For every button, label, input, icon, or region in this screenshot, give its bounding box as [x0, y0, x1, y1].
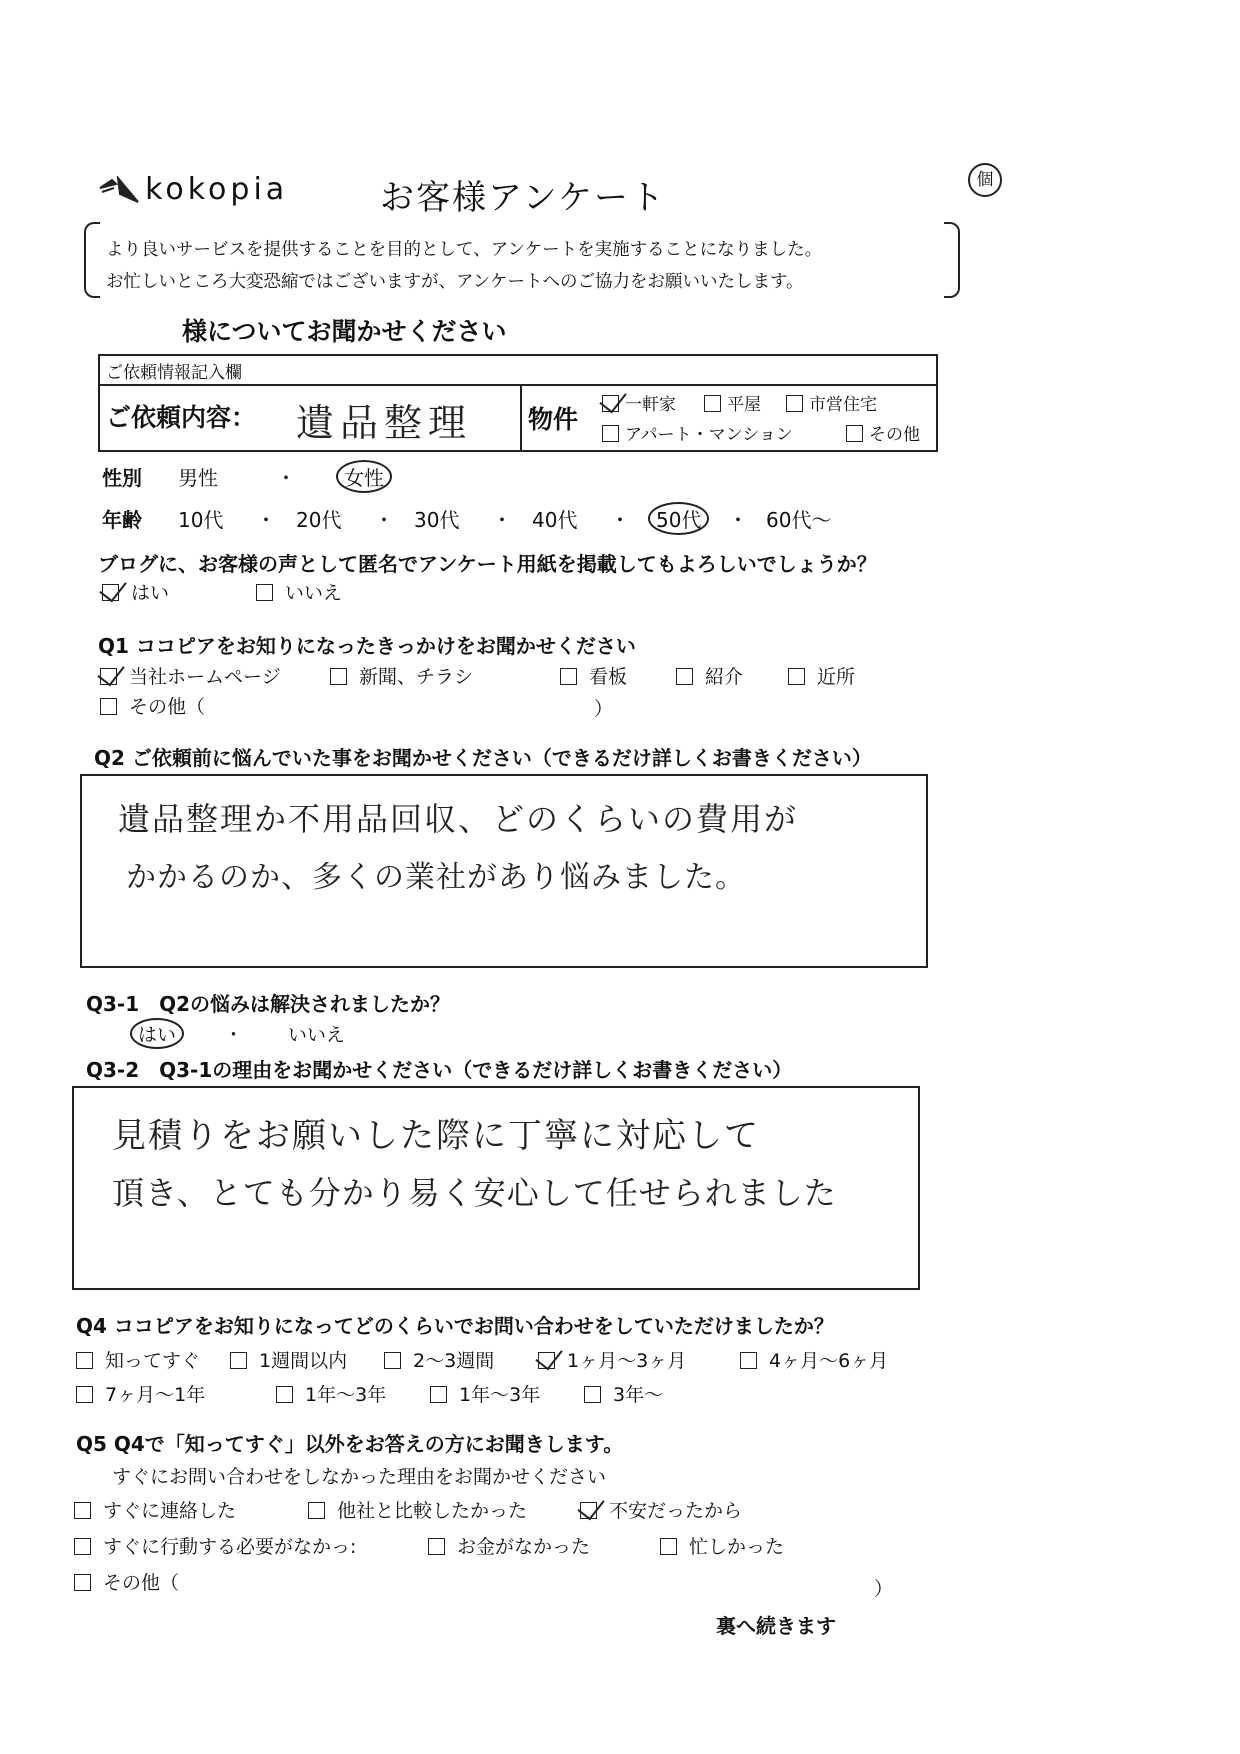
q4-question: Q4 ココピアをお知りになってどのくらいでお問い合わせをしていただけましたか？ — [76, 1314, 834, 1338]
request-box-header: ご依頼情報記入欄 — [106, 363, 242, 383]
q5-option-no-money: お金がなかった — [428, 1532, 590, 1559]
q3-1-sep: ・ — [224, 1024, 244, 1046]
q3-2-question: Q3-2 Q3-1の理由をお聞かせください（できるだけ詳しくお書きください） — [86, 1058, 793, 1082]
corner-mark: 個 — [968, 163, 1002, 197]
q4-option-2-3weeks: 2～3週間 — [384, 1346, 494, 1373]
checkbox-q5-other[interactable] — [74, 1574, 91, 1591]
intro-bracket-left — [84, 222, 100, 298]
q1-other-close: ） — [594, 698, 614, 720]
request-content-label: ご依頼内容： — [106, 403, 257, 432]
age-30s[interactable]: 30代 — [414, 508, 460, 532]
q5-option-other: その他（ — [74, 1568, 179, 1595]
intro-bracket-right — [944, 222, 960, 298]
continue-note: 裏へ続きます — [716, 1614, 836, 1638]
checkbox-q4-7months-1year[interactable] — [76, 1386, 93, 1403]
logo-mark-icon — [98, 176, 140, 204]
age-sep-5: ・ — [728, 508, 748, 532]
q5-question: Q5 Q4で「知ってすぐ」以外をお答えの方にお聞きします。 — [76, 1432, 624, 1456]
checkbox-q1-neighborhood[interactable] — [788, 668, 805, 685]
intro-line-2: お忙しいところ大変恐縮ではございますが、アンケートへのご協力をお願いいたします。 — [106, 272, 804, 292]
q1-option-newspaper: 新聞、チラシ — [330, 662, 473, 689]
q5-option-anxious: 不安だったから — [580, 1496, 742, 1523]
q4-option-7months-1year: 7ヶ月～1年 — [76, 1380, 205, 1407]
q1-question: Q1 ココピアをお知りになったきっかけをお聞かせください — [98, 634, 636, 658]
age-20s[interactable]: 20代 — [296, 508, 342, 532]
q3-1-question: Q3-1 Q2の悩みは解決されましたか？ — [86, 992, 451, 1016]
q5-option-compare: 他社と比較したかった — [308, 1496, 527, 1523]
checkbox-q5-contacted[interactable] — [74, 1502, 91, 1519]
checkbox-shiei[interactable] — [786, 395, 803, 412]
q5-subtitle: すぐにお問い合わせをしなかった理由をお聞かせください — [112, 1466, 607, 1488]
q2-question: Q2 ご依頼前に悩んでいた事をお聞かせください（できるだけ詳しくお書きください） — [94, 746, 872, 770]
property-option-hiraya: 平屋 — [704, 390, 761, 415]
q2-answer-line-1: 遺品整理か不用品回収、どのくらいの費用が — [118, 800, 799, 838]
q4-option-1-3years-a: 1年～3年 — [276, 1380, 386, 1407]
age-50s[interactable]: 50代 — [648, 502, 709, 535]
checkbox-q1-referral[interactable] — [676, 668, 693, 685]
q5-option-no-need: すぐに行動する必要がなかっ: — [74, 1532, 356, 1559]
intro-line-1: より良いサービスを提供することを目的として、アンケートを実施することになりました。 — [106, 240, 823, 260]
logo-text: kokopia — [145, 172, 289, 207]
checkbox-q1-other[interactable] — [100, 698, 117, 715]
checkbox-apartment[interactable] — [602, 425, 619, 442]
q3-2-answer-line-2: 頂き、とても分かり易く安心して任せられました — [112, 1174, 837, 1212]
q5-other-close: ） — [874, 1578, 894, 1600]
q4-option-3years-plus: 3年～ — [584, 1380, 663, 1407]
q1-option-referral: 紹介 — [676, 662, 743, 689]
gender-male[interactable]: 男性 — [178, 466, 218, 490]
q1-option-signboard: 看板 — [560, 662, 627, 689]
checkbox-blog-no[interactable] — [256, 584, 273, 601]
q4-option-1-3years-b: 1年～3年 — [430, 1380, 540, 1407]
age-40s[interactable]: 40代 — [532, 508, 578, 532]
checkbox-q4-immediately[interactable] — [76, 1352, 93, 1369]
age-label: 年齢 — [102, 508, 142, 532]
checkbox-q4-2-3weeks[interactable] — [384, 1352, 401, 1369]
checkbox-q5-no-need[interactable] — [74, 1538, 91, 1555]
checkbox-q5-anxious[interactable] — [580, 1502, 597, 1519]
blog-no: いいえ — [256, 578, 342, 605]
checkbox-hiraya[interactable] — [704, 395, 721, 412]
section-title: 様についてお聞かせください — [182, 317, 507, 346]
q2-answer-line-2: かかるのか、多くの業社があり悩みました。 — [126, 860, 746, 895]
age-10s[interactable]: 10代 — [178, 508, 224, 532]
age-sep-1: ・ — [256, 508, 276, 532]
checkbox-ikkenya[interactable] — [602, 395, 619, 412]
checkbox-q1-homepage[interactable] — [100, 668, 117, 685]
gender-label: 性別 — [102, 466, 142, 490]
checkbox-blog-yes[interactable] — [102, 584, 119, 601]
age-sep-4: ・ — [610, 508, 630, 532]
request-box-vdivider — [520, 384, 522, 450]
checkbox-q4-1-3years-a[interactable] — [276, 1386, 293, 1403]
age-sep-3: ・ — [492, 508, 512, 532]
checkbox-q4-1-3years-b[interactable] — [430, 1386, 447, 1403]
checkbox-q1-signboard[interactable] — [560, 668, 577, 685]
q3-2-answer-line-1: 見積りをお願いした際に丁寧に対応して — [112, 1116, 760, 1156]
q1-option-neighborhood: 近所 — [788, 662, 855, 689]
q3-1-no[interactable]: いいえ — [288, 1024, 346, 1046]
request-content-value: 遺品整理 — [296, 401, 473, 445]
checkbox-q4-within-1week[interactable] — [230, 1352, 247, 1369]
q1-option-other: その他（ — [100, 692, 205, 719]
property-option-other: その他 — [846, 420, 920, 445]
gender-female[interactable]: 女性 — [336, 460, 392, 493]
q1-option-homepage: 当社ホームページ — [100, 662, 281, 689]
q5-option-busy: 忙しかった — [660, 1532, 784, 1559]
blog-question: ブログに、お客様の声として匿名でアンケート用紙を掲載してもよろしいでしょうか？ — [98, 552, 877, 576]
checkbox-q5-no-money[interactable] — [428, 1538, 445, 1555]
q5-option-contacted: すぐに連絡した — [74, 1496, 236, 1523]
logo — [98, 172, 288, 208]
property-option-ikkenya: 一軒家 — [602, 390, 676, 415]
q4-option-1-3months: 1ヶ月～3ヶ月 — [538, 1346, 686, 1373]
checkbox-q4-3years-plus[interactable] — [584, 1386, 601, 1403]
blog-yes: はい — [102, 578, 169, 605]
checkbox-q5-compare[interactable] — [308, 1502, 325, 1519]
checkbox-q4-4-6months[interactable] — [740, 1352, 757, 1369]
q4-option-immediately: 知ってすぐ — [76, 1346, 200, 1373]
property-option-shiei: 市営住宅 — [786, 390, 877, 415]
checkbox-q1-newspaper[interactable] — [330, 668, 347, 685]
q3-1-yes[interactable]: はい — [130, 1018, 184, 1049]
age-sep-2: ・ — [374, 508, 394, 532]
q4-option-4-6months: 4ヶ月～6ヶ月 — [740, 1346, 888, 1373]
gender-sep: ・ — [276, 466, 296, 490]
age-60s[interactable]: 60代～ — [766, 508, 832, 532]
checkbox-q5-busy[interactable] — [660, 1538, 677, 1555]
checkbox-q4-1-3months[interactable] — [538, 1352, 555, 1369]
property-label: 物件 — [528, 405, 579, 434]
form-title: お客様アンケート — [380, 178, 666, 218]
q4-option-within-1week: 1週間以内 — [230, 1346, 347, 1373]
property-option-apartment: アパート・マンション — [602, 420, 793, 445]
checkbox-property-other[interactable] — [846, 425, 863, 442]
request-box-divider — [98, 384, 936, 386]
